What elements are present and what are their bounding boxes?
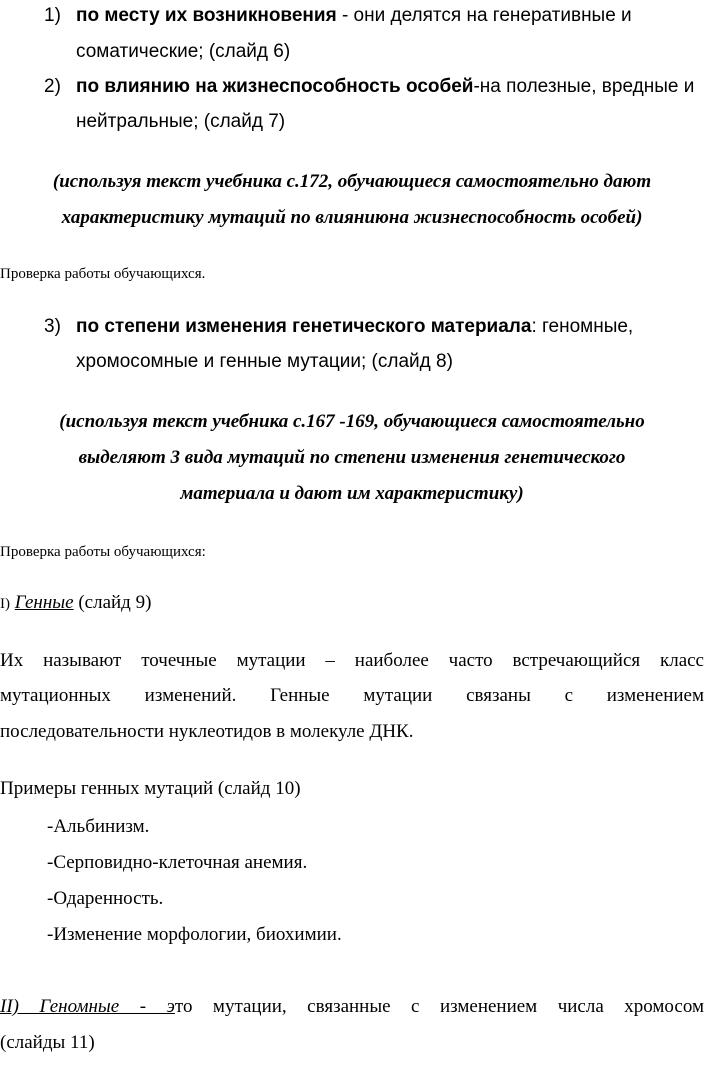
list-item-bold: по месту их возникновения: [76, 5, 337, 26]
list-item-3-text: [76, 315, 633, 339]
gene-para-line-1: Их называют точечные мутации – наиболее часто встречающийся класс: [0, 650, 704, 671]
check-text-1: Проверка работы обучающихся.: [0, 266, 206, 282]
list-item-3-cont: хромосомные и генные мутации; (слайд 8): [76, 351, 453, 372]
check-text-2: Проверка работы обучающихся:: [0, 544, 206, 560]
list-item-1-text: [76, 4, 632, 28]
example-item: -Альбинизм.: [47, 816, 150, 837]
note-2-line-3: материала и дают им характеристику): [180, 483, 524, 504]
note-2-line-2: выделяют 3 вида мутаций по степени изменения генетического: [78, 447, 626, 468]
gene-heading: [0, 591, 151, 616]
list-item-bold: по влиянию на жизнеспособность особей: [76, 76, 474, 97]
example-item: -Изменение морфологии, биохимии.: [47, 924, 342, 945]
note-1-line-1: (используя текст учебника с.172, обучающиеся самостоятельно дают: [52, 171, 652, 192]
genome-line-2: (слайды 11): [0, 1032, 95, 1053]
examples-heading: Примеры генных мутаций (слайд 10): [0, 778, 301, 799]
list-number: 2): [44, 76, 61, 97]
genome-text: то мутации, связанные с изменением числа хромосом: [174, 996, 704, 1017]
list-number: 3): [44, 316, 61, 337]
gene-para-line-3: последовательности нуклеотидов в молекуле ДНК.: [0, 721, 414, 742]
list-item-rest: -на полезные, вредные и: [473, 76, 695, 97]
list-item-2-text: [76, 75, 694, 99]
gene-heading-roman: I): [0, 596, 10, 612]
gene-heading-slide: (слайд 9): [73, 592, 152, 613]
list-item-1-cont: соматические; (слайд 6): [76, 41, 291, 62]
example-item: -Одаренность.: [47, 888, 164, 909]
example-item: -Серповидно-клеточная анемия.: [47, 852, 308, 873]
list-item-rest: - они делятся на генеративные и: [336, 5, 632, 26]
gene-para-line-2: мутационных изменений. Генные мутации связаны с изменением: [0, 685, 704, 706]
genome-line-1: [0, 995, 704, 1019]
list-item-3: [44, 315, 61, 339]
gene-heading-title: Генные: [14, 592, 74, 613]
note-1-line-2: характеристику мутаций по влияниюна жизнеспособность особей): [61, 207, 643, 228]
note-2-line-1: (используя текст учебника с.167 -169, обучающиеся самостоятельно: [59, 411, 645, 432]
list-item-bold: по степени изменения генетического материала: [76, 316, 532, 337]
list-number: 1): [44, 5, 61, 26]
genome-prefix: II) Геномные - э: [0, 996, 175, 1017]
list-item-2-cont: нейтральные; (слайд 7): [76, 111, 286, 132]
list-item-1: [44, 4, 61, 28]
list-item-2: [44, 75, 61, 99]
list-item-rest: : геномные,: [531, 316, 634, 337]
